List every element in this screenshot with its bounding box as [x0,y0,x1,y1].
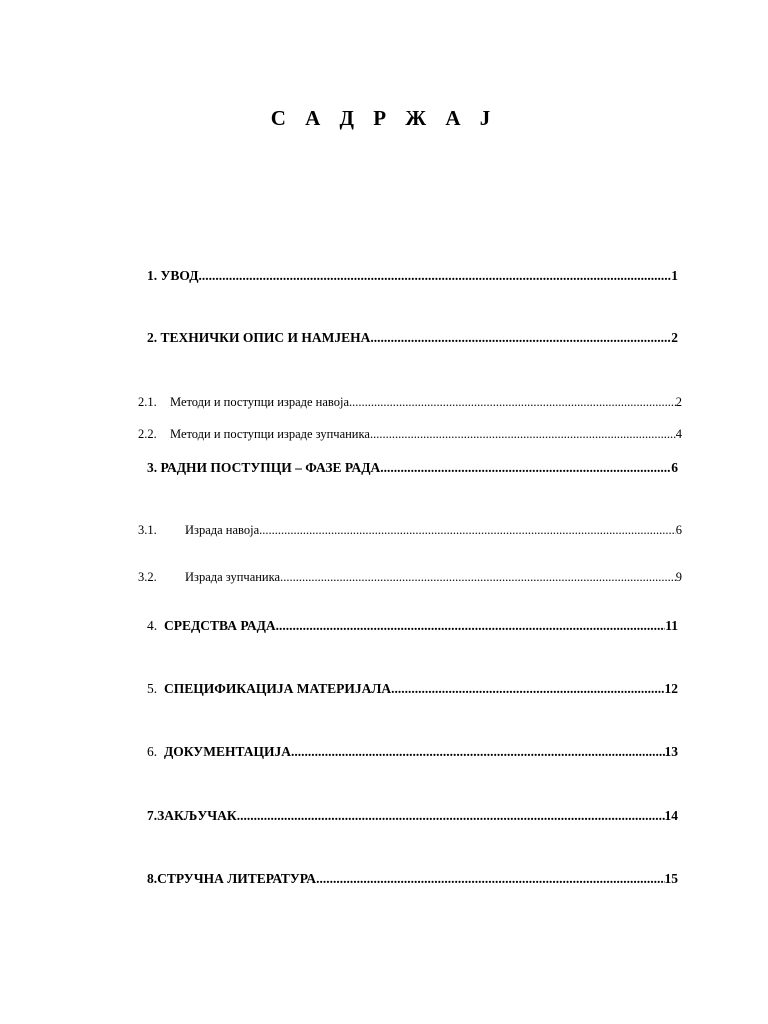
toc-page-number: 9 [675,570,682,584]
toc-entry-2-1[interactable] [138,395,682,410]
toc-entry-text: Методи и поступци израде навоја [170,395,349,409]
toc-page-number: 2 [671,330,678,345]
toc-entry-text: ДОКУМЕНТАЦИЈА [164,744,292,759]
dot-leader [370,330,671,346]
toc-page-number: 6 [671,460,678,475]
toc-entry-number: 5. [147,681,158,696]
dot-leader [199,268,672,284]
toc-page-number: 4 [675,427,682,441]
dot-leader [237,808,665,824]
toc-entry-1[interactable] [147,268,678,284]
toc-entry-4[interactable] [147,618,678,634]
toc-entry-5[interactable] [147,681,678,697]
dot-leader [276,618,666,634]
toc-entry-text: 3. РАДНИ ПОСТУПЦИ – ФАЗЕ РАДА [147,460,381,475]
toc-page-number: 6 [675,523,682,537]
toc-entry-8[interactable] [147,871,678,887]
toc-entry-text: 8.СТРУЧНА ЛИТЕРАТУРА [147,871,317,886]
dot-leader [391,681,664,697]
toc-page-number: 14 [664,808,678,823]
toc-page-number: 12 [664,681,678,696]
toc-entry-2-2[interactable] [138,427,682,442]
toc-entry-number: 2.1. [138,395,157,409]
toc-entry-3-2[interactable] [138,570,682,585]
page-title: С А Д Р Ж А Ј [270,106,498,130]
toc-page-number: 2 [675,395,682,409]
dot-leader [380,460,671,476]
toc-entry-number: 6. [147,744,158,759]
toc-entry-3[interactable] [147,460,678,476]
dot-leader [291,744,664,760]
toc-entry-text: СРЕДСТВА РАДА [164,618,276,633]
toc-entry-text: Израда зупчаника [185,570,281,584]
toc-page-number: 11 [665,618,678,633]
toc-page-number: 13 [664,744,678,759]
toc-entry-7[interactable] [147,808,678,824]
dot-leader [259,523,676,538]
toc-page-number: 15 [664,871,678,886]
toc-entry-number: 3.1. [138,523,157,537]
toc-entry-text: 2. ТЕХНИЧКИ ОПИС И НАМЈЕНА [147,330,371,345]
toc-entry-text: Израда навоја [185,523,260,537]
toc-entry-2[interactable] [147,330,678,346]
toc-entry-number: 4. [147,618,158,633]
dot-leader [349,395,676,410]
toc-entry-text: 1. УВОД [147,268,199,283]
toc-entry-text: 7.ЗАКЉУЧАК [147,808,237,823]
dot-leader [316,871,664,887]
toc-entry-number: 3.2. [138,570,157,584]
toc-entry-number: 2.2. [138,427,157,441]
dot-leader [280,570,676,585]
toc-entry-3-1[interactable] [138,523,682,538]
toc-entry-6[interactable] [147,744,678,760]
toc-entry-text: Методи и поступци израде зупчаника [170,427,370,441]
toc-entry-text: СПЕЦИФИКАЦИЈА МАТЕРИЈАЛА [164,681,392,696]
toc-page-number: 1 [671,268,678,283]
dot-leader [370,427,676,442]
